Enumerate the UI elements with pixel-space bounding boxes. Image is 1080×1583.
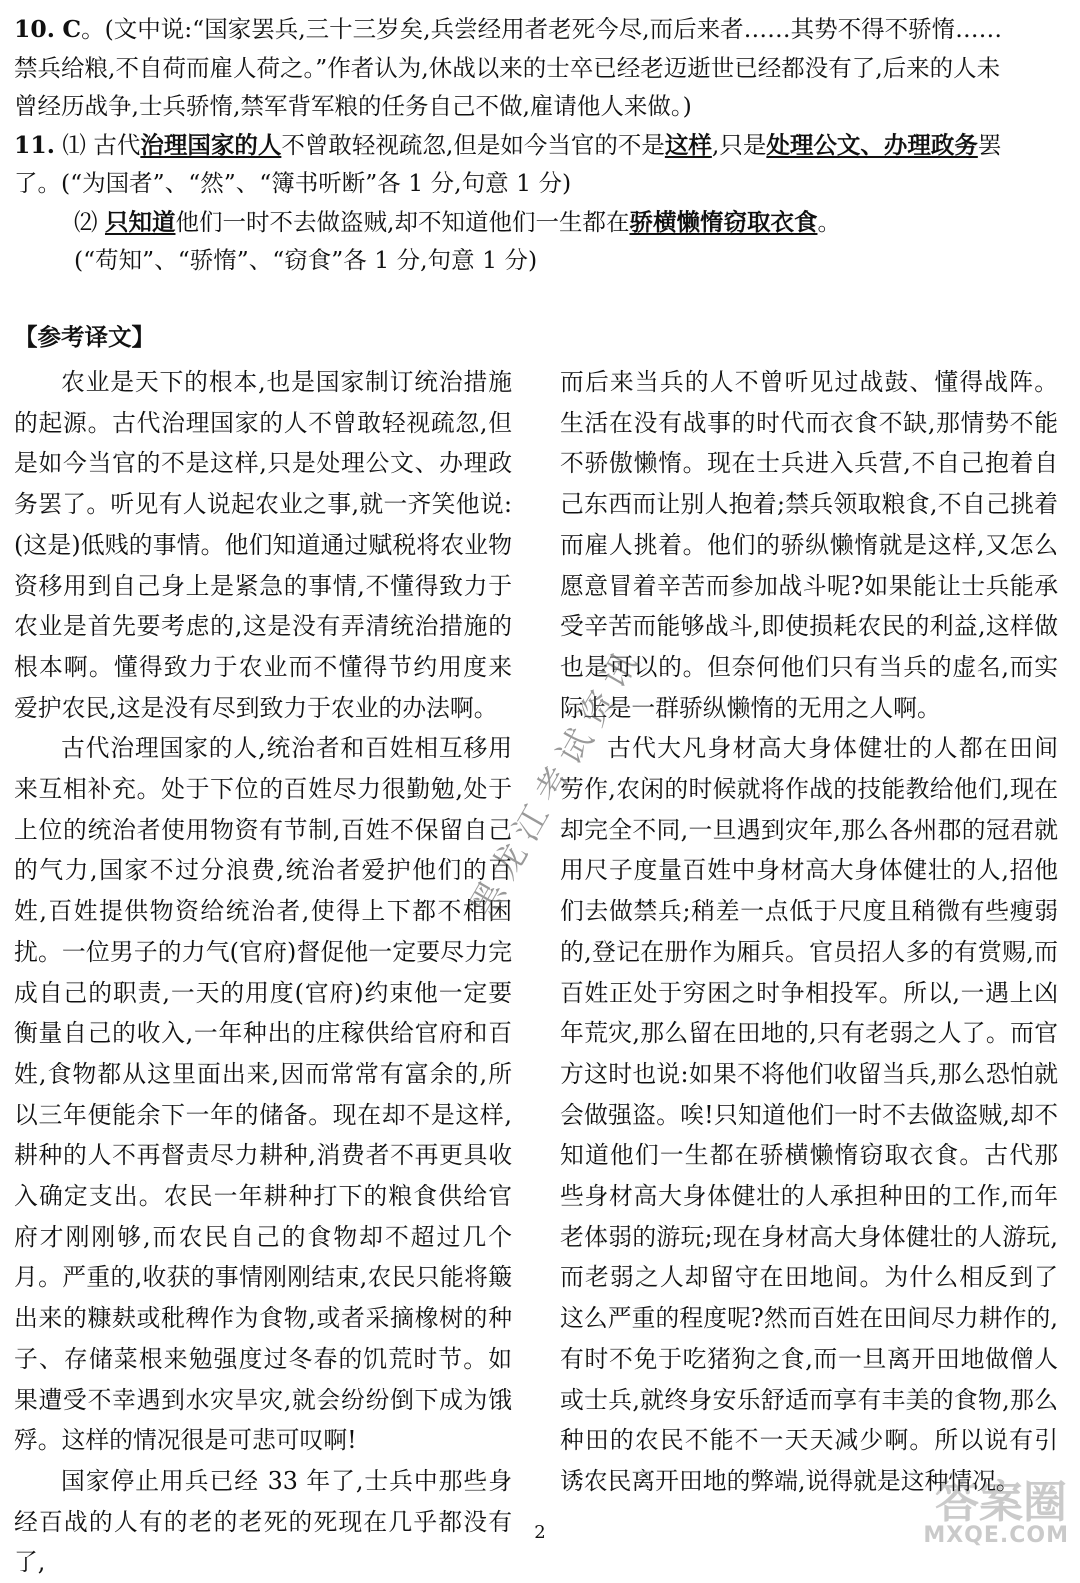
answer-11-p2-text-b: 他们一时不去做盗贼,却不知道他们一生都在 — [175, 207, 630, 236]
translation-paragraph: 古代大凡身材高大身体健壮的人都在田间劳作,农闲的时候就将作战的技能教给他们,现在却完全不同,一旦遇到灾年,那么各州郡的冠君就用尺子度量百姓中身材高大身体健壮的人,招他们去做禁兵;稍差一点低于尺度且稍微有些瘦弱的,登记在册作为厢兵。官员招人多的有赏赐,而百姓正处于穷困之时争相投军。所以,一遇上凶年荒灾,那么留在田地的,只有老弱之人了。而官方这时也说:如果不将他们收留当兵,那么恐怕就会做强盗。唉!只知道他们一时不去做盗贼,却不知道他们一生都在骄横懒惰窃取衣食。古代那些身材高大身体健壮的人承担种田的工作,而年老体弱的游玩;现在身材高大身体健壮的人游玩,而老弱之人却留守在田地间。为什么相反到了这么严重的程度呢?然而百姓在田间尽力耕作的,有时不免于吃猪狗之食,而一旦离开田地做僧人或士兵,就终身安乐舒适而享有丰美的食物,那么种田的农民不能不一天天减少啊。所以说有引诱农民离开田地的弊端,说得就是这种情况。 — [560, 734, 1058, 1495]
answer-10-line-3: 曾经历战争,士兵骄惰,禁军背军粮的任务自己不做,雇请他人来做。) — [14, 92, 692, 120]
answer-11-p1-text-c: ,只是 — [711, 130, 767, 159]
answer-11-p2-text-a: ⑵ — [74, 207, 105, 236]
answer-11-keyword-5: 骄横懒惰窃取衣食 — [629, 207, 818, 236]
answer-11-part-2-scoring: (“苟知”、“骄惰”、“窃食”各 1 分,句意 1 分) — [74, 246, 538, 274]
answer-11-part-2 — [14, 203, 1064, 242]
translation-paragraph: 古代治理国家的人,统治者和百姓相互移用来互相补充。处于下位的百姓尽力很勤勉,处于上位的统治者使用物资有节制,百姓不保留自己的气力,国家不过分浪费,统治者爱护他们的百姓,百姓提供物资给统治者,使得上下都不相困扰。一位男子的力气(官府)督促他一定要尽力完成自己的职责,一天的用度(官府)约束他一定要衡量自己的收入,一年种出的庄稼供给官府和百姓,食物都从这里面出来,因而常常有富余的,所以三年便能余下一年的储备。现在却不是这样,耕种的人不再督责尽力耕种,消费者不再更具收入确定支出。农民一年耕种打下的粮食供给官府才刚刚够,而农民自己的食物却不超过几个月。严重的,收获的事情刚刚结束,农民只能将簸出来的糠麸或秕稗作为食物,或者采摘橡树的种子、存储菜根来勉强度过冬春的饥荒时节。如果遭受不幸遇到水灾旱灾,就会纷纷倒下成为饿殍。这样的情况很是可悲可叹啊! — [14, 734, 512, 1455]
logo-mark: 答案圈 — [935, 1477, 1067, 1528]
answer-11-part-1-scoring: 了。(“为国者”、“然”、“簿书听断”各 1 分,句意 1 分) — [14, 169, 572, 197]
answer-choice-10: C — [62, 15, 82, 43]
translation-right-column — [560, 362, 1058, 1502]
answer-10-explanation-1: 。(文中说:“国家罢兵,三十三岁矣,兵尝经用者老死今尽,而后来者……其势不得不骄惰…… — [81, 15, 1003, 43]
answer-11-p1-text-b: 不曾敢轻视疏忽,但是如今当官的不是 — [281, 130, 665, 159]
answer-10-line-1 — [14, 10, 1064, 49]
translation-paragraph: 农业是天下的根本,也是国家制订统治措施的起源。古代治理国家的人不曾敢轻视疏忽,但是如今当官的不是这样,只是处理公文、办理政务罢了。听见有人说起农业之事,就一齐笑他说:(这是)低贱的事情。他们知道通过赋税将农业物资移用到自己身上是紧急的事情,不懂得致力于农业是首先要考虑的,这是没有弄清统治措施的根本啊。懂得致力于农业而不懂得节约用度来爱护农民,这是没有尽到致力于农业的办法啊。 — [14, 368, 512, 722]
answer-11-p1-text-d: 罢 — [977, 130, 1002, 159]
watermark-text: 黑龙江考试资讯 — [461, 637, 651, 924]
question-number-11: 11. — [14, 130, 55, 159]
answer-11-keyword-3: 处理公文、办理政务 — [766, 130, 978, 159]
answer-11-part-1 — [14, 126, 1064, 165]
answer-11-keyword-1: 治理国家的人 — [140, 130, 282, 159]
answer-10-line-2: 禁兵给粮,不自荷而雇人荷之。”作者认为,休战以来的士卒已经老迈逝世已经都没有了,后来的人未 — [14, 53, 1001, 82]
answer-section — [14, 10, 1064, 280]
translation-left-column — [14, 362, 512, 1583]
translation-paragraph: 国家停止用兵已经 33 年了,士兵中那些身经百战的人有的老的老死的死现在几乎都没有了, — [14, 1466, 512, 1577]
logo-url: MXQE.COM — [923, 1523, 1069, 1548]
question-number-10: 10. — [14, 15, 55, 43]
translation-paragraph: 而后来当兵的人不曾听见过战鼓、懂得战阵。生活在没有战事的时代而衣食不缺,那情势不能不骄傲懒惰。现在士兵进入兵营,不自己抱着自己东西而让别人抱着;禁兵领取粮食,不自己挑着而雇人挑着。他们的骄纵懒惰就是这样,又怎么愿意冒着辛苦而参加战斗呢?如果能让士兵能承受辛苦而能够战斗,即使损耗农民的利益,这样做也是可以的。但奈何他们只有当兵的虚名,而实际上是一群骄纵懒惰的无用之人啊。 — [560, 368, 1058, 722]
answer-11-p1-text-a: ⑴ 古代 — [62, 130, 141, 159]
site-logo-watermark — [895, 1462, 1075, 1552]
answer-11-keyword-4: 只知道 — [104, 207, 176, 236]
answer-11-p2-text-c: 。 — [817, 207, 841, 236]
page-number: 2 — [534, 1522, 546, 1543]
answer-11-keyword-2: 这样 — [664, 130, 712, 159]
reference-translation-heading: 【参考译文】 — [14, 323, 155, 351]
